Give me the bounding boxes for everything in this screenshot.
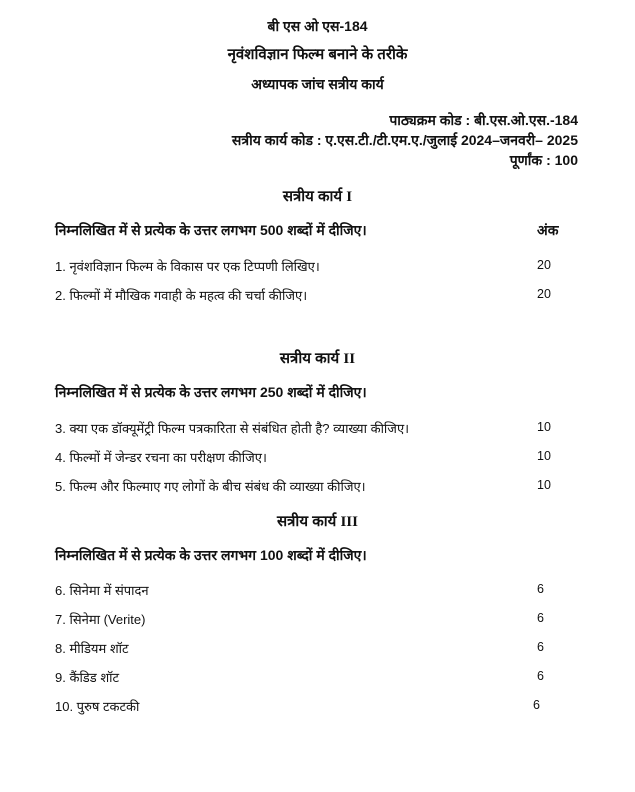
question-4-marks: 10 <box>537 449 551 463</box>
section-label: सत्रीय कार्य <box>282 188 343 205</box>
section-label: सत्रीय कार्य <box>279 350 340 367</box>
course-code: बी एस ओ एस-184 <box>267 18 368 34</box>
section-numeral: II <box>343 351 356 367</box>
section-title-3 <box>0 511 635 531</box>
question-10-marks: 6 <box>533 698 540 712</box>
question-8: 8. मीडियम शॉट <box>55 641 129 656</box>
question-5-marks: 10 <box>537 478 551 492</box>
question-7-marks: 6 <box>537 611 544 625</box>
section-2-instruction: निम्नलिखित में से प्रत्येक के उत्तर लगभग 250 शब्दों में दीजिए। <box>55 384 367 400</box>
question-1-marks: 20 <box>537 258 551 272</box>
question-2-marks: 20 <box>537 287 551 301</box>
question-9: 9. कैंडिड शॉट <box>55 670 120 685</box>
total-marks: पूर्णांक : 100 <box>509 152 578 168</box>
question-7: 7. सिनेमा (Verite) <box>55 612 146 627</box>
section-label: सत्रीय कार्य <box>277 513 337 530</box>
question-9-marks: 6 <box>537 669 544 683</box>
question-8-marks: 6 <box>537 640 544 654</box>
section-numeral: III <box>340 514 358 530</box>
question-6-marks: 6 <box>537 582 544 596</box>
question-6: 6. सिनेमा में संपादन <box>55 583 149 598</box>
course-title: नृवंशविज्ञान फिल्म बनाने के तरीके <box>227 46 408 63</box>
assignment-code: सत्रीय कार्य कोड : ए.एस.टी./टी.एम.ए./जुलाई 2024–जनवरी– 2025 <box>231 132 578 148</box>
question-3-marks: 10 <box>537 420 551 434</box>
section-numeral: I <box>346 189 353 205</box>
marks-column-header: अंक <box>537 222 559 238</box>
page-subtitle: अध्यापक जांच सत्रीय कार्य <box>251 76 384 92</box>
section-title-2 <box>0 348 635 368</box>
section-1-instruction: निम्नलिखित में से प्रत्येक के उत्तर लगभग 500 शब्दों में दीजिए। <box>55 222 367 238</box>
question-2: 2. फिल्मों में मौखिक गवाही के महत्व की चर्चा कीजिए। <box>55 288 308 303</box>
section-3-instruction: निम्नलिखित में से प्रत्येक के उत्तर लगभग 100 शब्दों में दीजिए। <box>55 547 367 563</box>
question-4: 4. फिल्मों में जेन्डर रचना का परीक्षण कीजिए। <box>55 450 267 465</box>
programme-code: पाठ्यक्रम कोड : बी.एस.ओ.एस.-184 <box>389 112 578 128</box>
section-title-1 <box>0 186 635 206</box>
question-1: 1. नृवंशविज्ञान फिल्म के विकास पर एक टिप्पणी लिखिए। <box>55 259 320 274</box>
question-10: 10. पुरुष टकटकी <box>55 699 140 714</box>
question-5: 5. फिल्म और फिल्माए गए लोगों के बीच संबंध की व्याख्या कीजिए। <box>55 479 366 494</box>
question-3: 3. क्या एक डॉक्यूमेंट्री फिल्म पत्रकारिता से संबंधित होती है? व्याख्या कीजिए। <box>55 421 410 436</box>
